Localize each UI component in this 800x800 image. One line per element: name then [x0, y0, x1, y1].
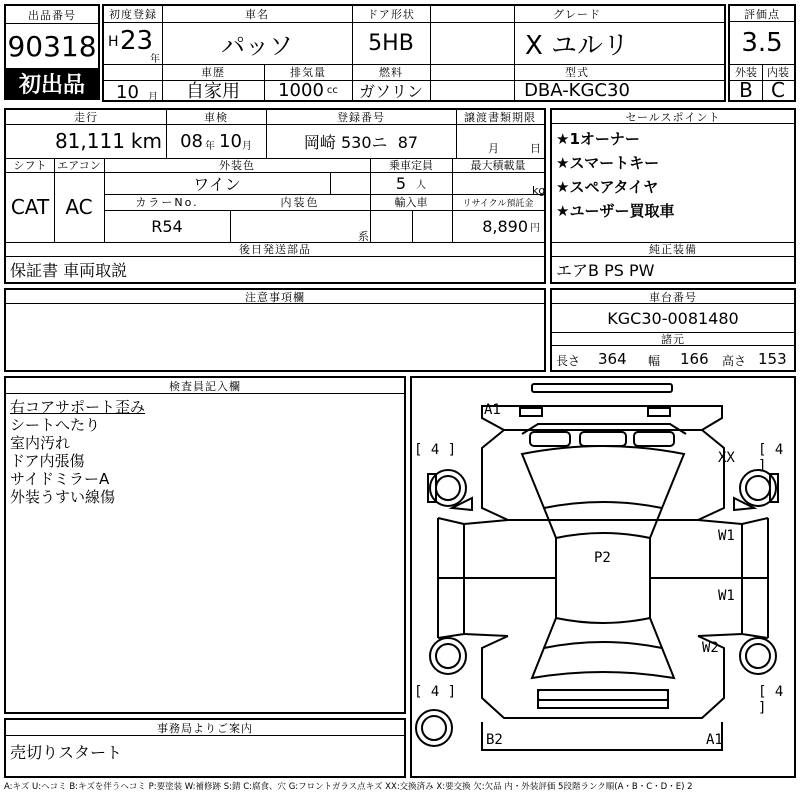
first-reg-label: 初度登録: [109, 8, 157, 21]
interior-color-label: 内装色: [280, 196, 320, 209]
recycle-value: 8,890: [482, 216, 528, 236]
grade-label: グレード: [553, 8, 601, 21]
month-unit: 月: [148, 92, 158, 103]
office-message: 売切りスタート: [10, 743, 123, 762]
shift: CAT: [10, 195, 50, 219]
color-no-label: カラーNo.: [135, 196, 199, 209]
tire-fr-label: [ 4 ]: [758, 442, 784, 474]
later-parts-label: 後日発送部品: [239, 243, 311, 256]
recycle-unit: 円: [530, 222, 540, 234]
mileage-label: 走行: [74, 111, 98, 124]
exterior-grade: B: [739, 80, 753, 100]
width: 166: [680, 350, 709, 368]
exterior-label: 外装: [735, 66, 757, 79]
door-type: 5HB: [368, 30, 414, 56]
lot-box: [4, 4, 100, 100]
lot-number: 90318: [7, 29, 97, 63]
score-label: 評価点: [730, 6, 794, 22]
exterior-color: ワイン: [193, 174, 241, 194]
sales-point-3: ★スペアタイヤ: [556, 178, 659, 196]
mark-xx: XX: [718, 450, 735, 466]
reg-month: 10: [116, 82, 139, 103]
year-unit: 年: [150, 54, 160, 65]
inspector-line-4: ドア内張傷: [10, 452, 85, 470]
displacement-unit: cc: [326, 84, 338, 96]
inspector-line-5: サイドミラーA: [10, 470, 110, 488]
car-diagram: [410, 376, 796, 778]
equipment: エアB PS PW: [556, 260, 655, 280]
inspector-line-1: 右コアサポート歪み: [10, 398, 146, 416]
width-label: 幅: [648, 354, 661, 368]
recycle-label: リサイクル預託金: [462, 198, 534, 209]
inspector-line-6: 外装うすい線傷: [10, 488, 116, 506]
transfer-day-unit: 日: [530, 142, 541, 155]
legend: A:キズ U:ヘコミ B:キズを伴うヘコミ P:要塗装 W:補修跡 S:錆 C:腐食、穴 G:フロントガラス点キズ XX:交換済み X:要交換 欠:欠品 内・外装評価 5段階ランク順(A・B・C・D・E) 2: [4, 782, 693, 792]
sales-point-4: ★ユーザー買取車: [556, 202, 675, 220]
displacement-label: 排気量: [290, 66, 326, 79]
inspection-date: [166, 124, 266, 158]
car-name: パッソ: [221, 31, 293, 60]
transfer-label: 譲渡書類期限: [464, 111, 536, 124]
sales-box: [550, 108, 796, 284]
equip-label: 純正装備: [649, 243, 697, 256]
vehicle-header: [102, 4, 726, 102]
era: H: [108, 34, 119, 50]
seats-unit: 人: [416, 179, 427, 191]
inspection-year: 08: [180, 130, 203, 152]
tire-rr-label: [ 4 ]: [758, 684, 784, 716]
dims-label: 諸元: [552, 332, 794, 346]
load-unit: kg: [532, 184, 546, 197]
first-listing-badge: 初出品: [6, 68, 98, 98]
mark-w1-lower: W1: [718, 588, 735, 604]
later-parts: 保証書 車両取説: [10, 260, 128, 280]
tire-fl-label: [ 4 ]: [414, 442, 457, 458]
fuel-label: 燃料: [379, 66, 403, 79]
door-label: ドア形状: [367, 8, 415, 21]
model-code: DBA-KGC30: [524, 80, 630, 100]
chassis-box: [550, 288, 796, 372]
mark-a1-rear: A1: [706, 732, 723, 748]
seats-value: 5: [395, 173, 407, 193]
interior-label: 内装: [767, 66, 789, 79]
import-label: 輸入車: [394, 196, 428, 209]
ac: AC: [65, 195, 93, 219]
height: 153: [758, 350, 787, 368]
office-box: [4, 718, 406, 778]
inspector-box: [4, 376, 406, 714]
ac-label: エアコン: [57, 159, 101, 172]
car-name-label: 車名: [245, 8, 269, 21]
recycle-fee: [452, 210, 544, 242]
chassis-label: 車台番号: [552, 290, 794, 304]
history-label: 車歴: [201, 66, 225, 79]
tire-rl-label: [ 4 ]: [414, 684, 457, 700]
mark-w2: W2: [702, 640, 719, 656]
sales-label: セールスポイント: [552, 110, 794, 124]
mileage-value: 81,111: [54, 129, 125, 153]
displacement-value: 1000: [278, 80, 324, 100]
color-label: 外装色: [219, 159, 255, 172]
detail-block: [4, 108, 546, 284]
color-no: R54: [151, 216, 183, 236]
notes-label: 注意事項欄: [6, 290, 544, 304]
reg-year: 23: [120, 26, 154, 56]
grade: X ユルリ: [524, 30, 630, 61]
chassis-number: KGC30-0081480: [607, 308, 739, 328]
transfer-month-unit: 月: [488, 142, 499, 155]
mileage-unit: km: [130, 129, 162, 153]
score: 3.5: [741, 28, 783, 58]
office-label: 事務局よりご案内: [6, 720, 404, 736]
notes-box: [4, 288, 546, 372]
inspector-label: 検査員記入欄: [6, 378, 404, 394]
mark-b2: B2: [486, 732, 503, 748]
load-label: 最大積載量: [470, 159, 526, 172]
seats-label: 乗車定員: [389, 159, 433, 172]
inspector-line-2: シートへたり: [10, 416, 101, 434]
displacement: [264, 80, 352, 100]
history: 自家用: [186, 81, 240, 100]
inspection-month-unit: 月: [241, 140, 252, 152]
fuel: ガソリン: [358, 81, 423, 100]
inspection-month: 10: [219, 130, 242, 152]
car-outline: [412, 378, 794, 776]
length-label: 長さ: [556, 354, 581, 368]
plate-label: 登録番号: [337, 111, 385, 124]
shift-label: シフト: [13, 159, 47, 172]
inspection-year-unit: 年: [205, 140, 215, 152]
seats: [370, 172, 452, 194]
model-label: 型式: [565, 66, 589, 79]
interior-color-unit: 系: [358, 230, 369, 243]
plate-number: 岡崎 530ニ 87: [303, 132, 419, 152]
height-label: 高さ: [722, 354, 747, 368]
interior-grade: C: [771, 80, 785, 100]
mileage: [6, 124, 166, 158]
inspector-line-3: 室内汚れ: [10, 434, 71, 452]
mark-p2: P2: [594, 550, 611, 566]
mark-w1-upper: W1: [718, 528, 735, 544]
lot-label: 出品番号: [6, 6, 98, 24]
mark-a1-front: A1: [484, 402, 501, 418]
sales-point-2: ★スマートキー: [556, 154, 660, 172]
score-box: [728, 4, 796, 102]
sales-point-1: ★1オーナー: [556, 130, 640, 148]
inspection-label: 車検: [204, 111, 228, 124]
length: 364: [598, 350, 627, 368]
